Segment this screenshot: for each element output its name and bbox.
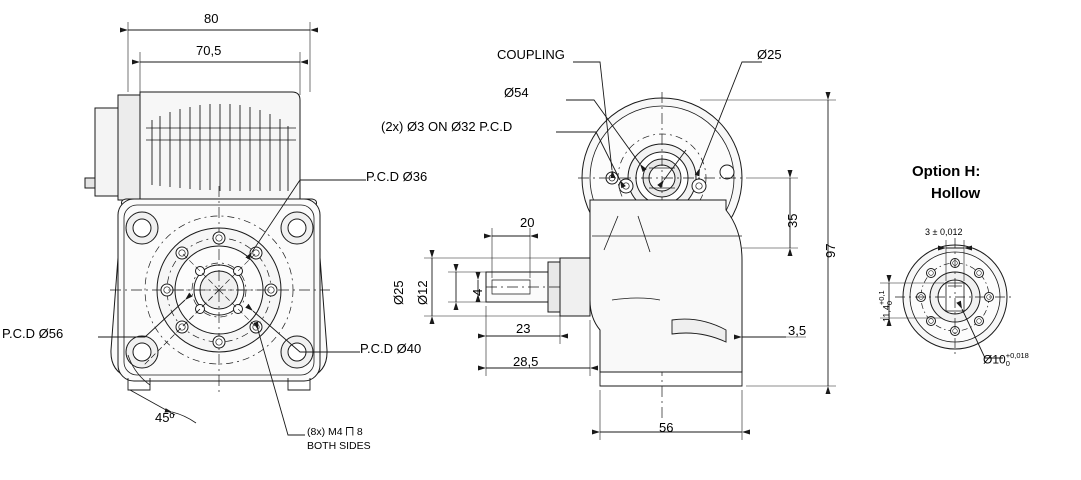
dim-label-35: 35 — [785, 213, 800, 228]
dim-label-key-4: 4 — [470, 288, 485, 296]
dim-label-28-5: 28,5 — [513, 354, 539, 369]
label-tap-note-line2: BOTH SIDES — [307, 440, 371, 452]
height-tol-minus: 0 — [884, 300, 894, 306]
front-view-geometry — [85, 22, 366, 435]
dim-label-23: 23 — [516, 321, 531, 336]
dim-label-56: 56 — [659, 420, 674, 435]
label-bore-tolerance — [983, 352, 1029, 368]
height-tol-plus: +0,1 — [877, 290, 886, 306]
option-h-geometry — [877, 238, 1015, 358]
dim-label-3-5: 3,5 — [788, 323, 807, 338]
label-tap-note-line1: (8x) M4 ⨅ 8 — [307, 426, 363, 438]
bore-tol-minus: 0 — [1005, 358, 1010, 368]
dim-label-dia-12-shaft: Ø12 — [415, 280, 430, 305]
label-coupling: COUPLING — [497, 47, 565, 62]
label-pcd-56: P.C.D Ø56 — [2, 326, 64, 341]
label-height-tolerance — [878, 290, 894, 322]
bore-tol-plus: +0,018 — [1005, 351, 1029, 360]
dim-label-20: 20 — [520, 215, 535, 230]
label-pcd-40: P.C.D Ø40 — [360, 341, 422, 356]
label-option-h-line1: Option H: — [912, 163, 981, 180]
dim-label-80: 80 — [204, 11, 219, 26]
dim-label-70-5: 70,5 — [196, 43, 222, 58]
label-pcd-36: P.C.D Ø36 — [366, 169, 428, 184]
label-holes-note: (2x) Ø3 ON Ø32 P.C.D — [381, 119, 513, 134]
height-tol-value: 11,4 — [881, 305, 892, 322]
label-angle-45: 45º — [155, 410, 175, 425]
dim-label-97: 97 — [823, 243, 838, 258]
label-option-h-line2: Hollow — [931, 185, 981, 202]
label-key-tolerance: 3 ± 0,012 — [925, 227, 963, 237]
bore-value: Ø10 — [983, 352, 1006, 367]
label-dia-54: Ø54 — [504, 85, 529, 100]
label-dia-25-top: Ø25 — [757, 47, 782, 62]
dim-label-dia-25-shaft: Ø25 — [391, 280, 406, 305]
